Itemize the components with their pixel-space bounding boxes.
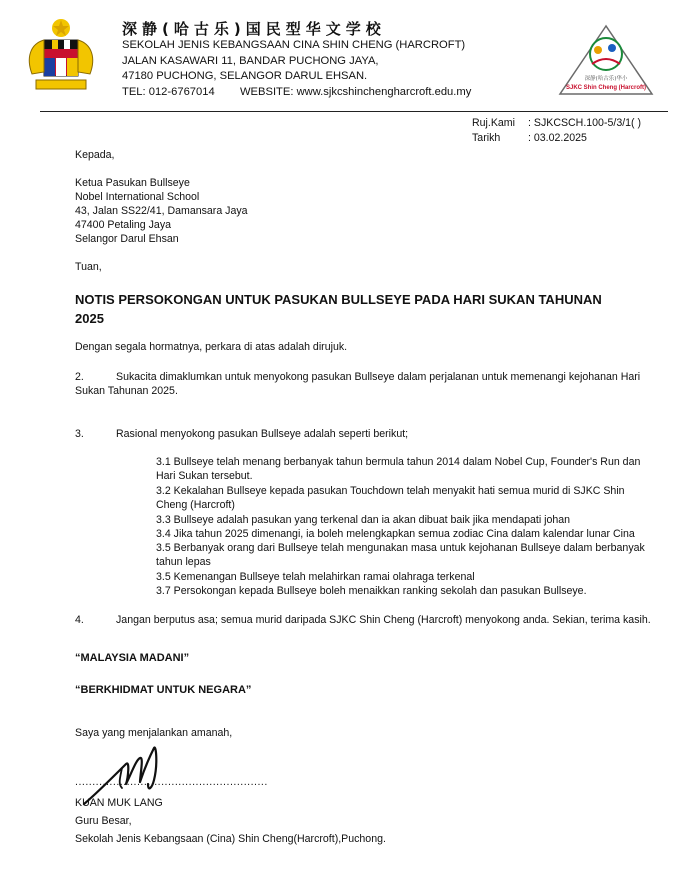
school-logo-icon — [554, 20, 658, 100]
intro-paragraph: Dengan segala hormatnya, perkara di atas adalah dirujuk. — [75, 341, 348, 353]
rational-item-continued: Hari Sukan tersebut. — [156, 470, 253, 482]
letter-title — [75, 290, 635, 328]
header-divider — [40, 111, 668, 112]
rational-item-continued: Cheng (Harcroft) — [156, 499, 235, 511]
paragraph-4-number: 4. — [75, 614, 84, 626]
recipient-line: 47400 Petaling Jaya — [75, 219, 172, 231]
recipient-line: Nobel International School — [75, 191, 200, 203]
school-name: SEKOLAH JENIS KEBANGSAAN CINA SHIN CHENG (HARCROFT) — [122, 39, 466, 51]
slogan-malaysia-madani: “MALAYSIA MADANI” — [75, 652, 190, 664]
paragraph-2-number: 2. — [75, 371, 84, 383]
salutation: Tuan, — [75, 261, 102, 273]
rational-item: 3.1 Bullseye telah menang berbanyak tahun bermula tahun 2014 dalam Nobel Cup, Founder's Run dan — [156, 456, 641, 468]
paragraph-2-line-1: Sukacita dimaklumkan untuk menyokong pasukan Bullseye dalam perjalanan untuk memenangi kejohanan Hari — [116, 371, 641, 383]
rational-item: 3.5 Berbanyak orang dari Bullseye telah mengunakan masa untuk kejohanan Bullseye dalam berbanyak — [156, 542, 645, 554]
signature-dotted-line: ........................................................ — [75, 776, 268, 788]
signatory-position: Guru Besar, — [75, 815, 132, 827]
logo-caption-chinese: 深静(哈古乐)华小 — [584, 76, 628, 82]
closing-amanah: Saya yang menjalankan amanah, — [75, 727, 233, 739]
recipient-line: 43, Jalan SS22/41, Damansara Jaya — [75, 205, 248, 217]
paragraph-3-text: Rasional menyokong pasukan Bullseye adalah seperti berikut; — [116, 428, 409, 440]
address-line-1: JALAN KASAWARI 11, BANDAR PUCHONG JAYA, — [122, 55, 379, 67]
paragraph-2-line-2: Sukan Tahunan 2025. — [75, 385, 178, 397]
title-line-1: NOTIS PERSOKONGAN UNTUK PASUKAN BULLSEYE PADA HARI SUKAN TAHUNAN — [75, 292, 602, 307]
rational-item: 3.4 Jika tahun 2025 dimenangi, ia boleh melengkapkan semua zodiac Cina dalam kalendar lunar Cina — [156, 528, 635, 540]
tarikh-value: : 03.02.2025 — [528, 132, 587, 144]
school-name-chinese: 深静(哈古乐)国民型华文学校 — [122, 20, 386, 38]
rational-item: 3.2 Kekalahan Bullseye kepada pasukan Touchdown telah menyakit hati semua murid di SJKC Shin — [156, 485, 625, 497]
website: WEBSITE: www.sjkcshinchengharcroft.edu.my — [240, 86, 472, 98]
telephone: TEL: 012-6767014 — [122, 86, 215, 98]
recipient-line: Selangor Darul Ehsan — [75, 233, 179, 245]
paragraph-3-number: 3. — [75, 428, 84, 440]
title-line-2: 2025 — [75, 311, 104, 326]
ruj-label: Ruj.Kami — [472, 117, 515, 129]
paragraph-4-text: Jangan berputus asa; semua murid daripada SJKC Shin Cheng (Harcroft) menyokong anda. Sekian, terima kasih. — [116, 614, 651, 626]
tarikh-label: Tarikh — [472, 132, 501, 144]
malaysia-coat-of-arms-icon — [16, 14, 106, 98]
rational-item-continued: tahun lepas — [156, 556, 211, 568]
slogan-berkhidmat: “BERKHIDMAT UNTUK NEGARA” — [75, 684, 252, 696]
ruj-value: : SJKCSCH.100-5/3/1( ) — [528, 117, 642, 129]
address-line-2: 47180 PUCHONG, SELANGOR DARUL EHSAN. — [122, 70, 368, 82]
recipient-line: Ketua Pasukan Bullseye — [75, 177, 190, 189]
rational-item: 3.7 Persokongan kepada Bullseye boleh menaikkan ranking sekolah dan pasukan Bullseye. — [156, 585, 587, 597]
logo-caption: SJKC Shin Cheng (Harcroft) — [565, 85, 647, 91]
rational-item: 3.3 Bullseye adalah pasukan yang terkenal dan ia akan dibuat baik jika mendapati johan — [156, 514, 571, 526]
signatory-school: Sekolah Jenis Kebangsaan (Cina) Shin Cheng(Harcroft),Puchong. — [75, 833, 386, 845]
rational-item: 3.5 Kemenangan Bullseye telah melahirkan ramai olahraga terkenal — [156, 571, 475, 583]
signatory-name: KUAN MUK LANG — [75, 797, 163, 809]
kepada: Kepada, — [75, 149, 115, 161]
